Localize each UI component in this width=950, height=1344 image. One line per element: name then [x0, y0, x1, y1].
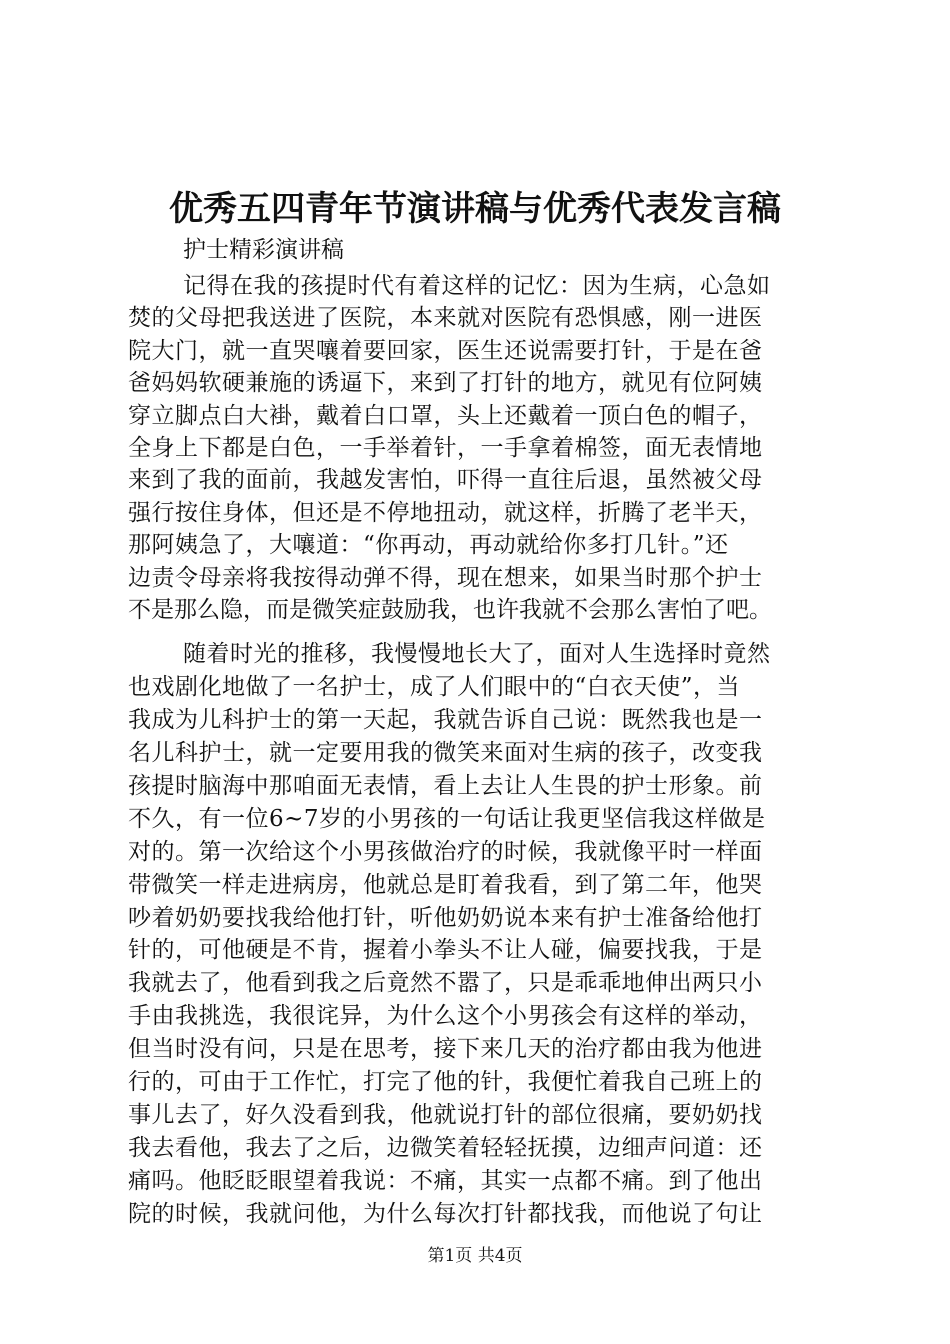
paragraph1-line: 来到了我的面前，我越发害怕，吓得一直往后退，虽然被父母 [128, 467, 763, 493]
paragraph2-line: 对的。第一次给这个小男孩做治疗的时候，我就像平时一样面 [128, 839, 763, 865]
paragraph2-line: 我就去了，他看到我之后竟然不嚣了，只是乖乖地伸出两只小 [128, 970, 763, 996]
paragraph2-line: 事儿去了，好久没看到我，他就说打针的部位很痛，要奶奶找 [128, 1102, 763, 1128]
paragraph2-line: 但当时没有问，只是在思考，接下来几天的治疗都由我为他进 [128, 1036, 763, 1062]
paragraph2-line: 吵着奶奶要找我给他打针，听他奶奶说本来有护士准备给他打 [128, 905, 763, 931]
paragraph1-line: 强行按住身体，但还是不停地扭动，就这样，折腾了老半天， [128, 500, 763, 526]
paragraph2-line: 我成为儿科护士的第一天起，我就告诉自己说：既然我也是一 [128, 707, 763, 733]
paragraph2-line: 不久，有一位6~7岁的小男孩的一句话让我更坚信我这样做是 [128, 806, 766, 832]
paragraph2-line: 也戏剧化地做了一名护士，成了人们眼中的“白衣天使”，当 [128, 674, 741, 700]
paragraph1-line: 记得在我的孩提时代有着这样的记忆：因为生病，心急如 [183, 273, 771, 299]
paragraph2-line: 痛吗。他眨眨眼望着我说：不痛，其实一点都不痛。到了他出 [128, 1168, 763, 1194]
paragraph1-line: 不是那么隐，而是微笑症鼓励我，也许我就不会那么害怕了吧。 [128, 597, 772, 623]
paragraph2-line: 行的，可由于工作忙，打完了他的针，我便忙着我自己班上的 [128, 1069, 763, 1095]
paragraph2-line: 名儿科护士，就一定要用我的微笑来面对生病的孩子，改变我 [128, 740, 763, 766]
paragraph1-line: 全身上下都是白色，一手举着针，一手拿着棉签，面无表情地 [128, 435, 763, 461]
paragraph1-line: 院大门，就一直哭嚷着要回家，医生还说需要打针，于是在爸 [128, 338, 763, 364]
page-footer: 第1页 共4页 [427, 1246, 523, 1266]
paragraph2-line: 手由我挑选，我很诧异，为什么这个小男孩会有这样的举动， [128, 1003, 763, 1029]
paragraph1-line: 边责令母亲将我按得动弹不得，现在想来，如果当时那个护士 [128, 565, 763, 591]
paragraph1-line: 那阿姨急了，大嚷道：“你再动，再动就给你多打几针。”还 [128, 532, 729, 558]
paragraph2-line: 针的，可他硬是不肯，握着小拳头不让人碰，偏要找我，于是 [128, 937, 763, 963]
document-title: 优秀五四青年节演讲稿与优秀代表发言稿 [169, 189, 781, 229]
paragraph2-line: 随着时光的推移，我慢慢地长大了，面对人生选择时竟然 [183, 641, 771, 667]
paragraph2-line: 院的时候，我就问他，为什么每次打针都找我，而他说了句让 [128, 1201, 763, 1227]
paragraph1-line: 爸妈妈软硬兼施的诱逼下，来到了打针的地方，就见有位阿姨 [128, 370, 763, 396]
paragraph1-line: 穿立脚点白大褂，戴着白口罩，头上还戴着一顶白色的帽子， [128, 403, 763, 429]
paragraph2-line: 我去看他，我去了之后，边微笑着轻轻抚摸，边细声问道：还 [128, 1135, 763, 1161]
paragraph2-line: 带微笑一样走进病房，他就总是盯着我看，到了第二年，他哭 [128, 872, 763, 898]
paragraph2-line: 孩提时脑海中那咱面无表情，看上去让人生畏的护士形象。前 [128, 773, 763, 799]
paragraph1-line: 焚的父母把我送进了医院，本来就对医院有恐惧感，刚一进医 [128, 305, 763, 331]
document-subtitle: 护士精彩演讲稿 [183, 237, 344, 263]
